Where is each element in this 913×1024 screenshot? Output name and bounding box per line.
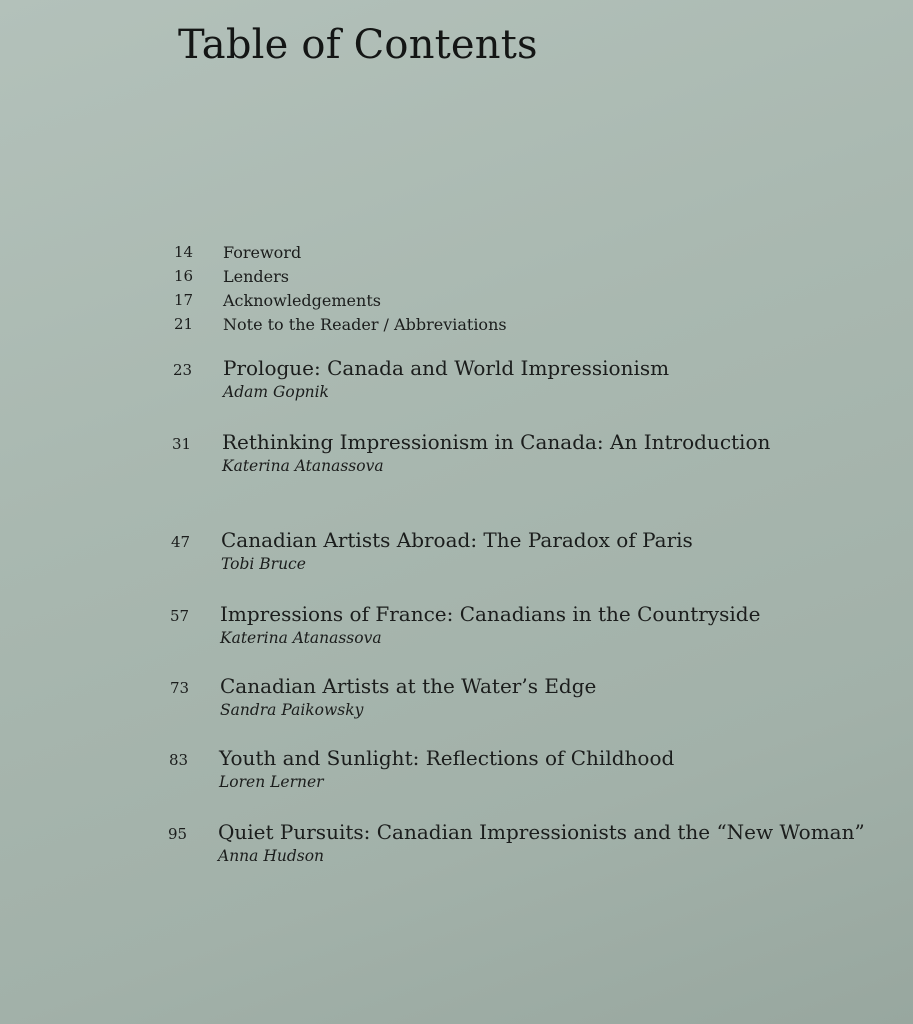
chapter-author: Tobi Bruce	[221, 555, 306, 573]
entry-label: Lenders	[223, 266, 289, 286]
chapter-entry	[171, 528, 871, 573]
page-number: 73	[170, 679, 190, 697]
page-number: 83	[169, 751, 189, 769]
chapter-author: Anna Hudson	[218, 847, 325, 865]
entry-label: Foreword	[223, 242, 302, 262]
chapter-title: Canadian Artists at the Water’s Edge	[220, 674, 597, 698]
chapter-title: Canadian Artists Abroad: The Paradox of Paris	[221, 528, 693, 552]
page-number: 31	[172, 435, 192, 453]
page-number: 47	[171, 533, 191, 551]
chapter-entry	[172, 430, 872, 475]
chapter-entry	[170, 674, 870, 719]
chapter-author: Katerina Atanassova	[220, 629, 382, 647]
page-number: 95	[168, 825, 188, 843]
chapter-entry	[170, 602, 870, 647]
entry-label: Note to the Reader / Abbreviations	[223, 314, 507, 334]
chapter-title: Youth and Sunlight: Reflections of Childhood	[219, 746, 675, 770]
page-number: 14	[174, 243, 194, 261]
page-number: 57	[170, 607, 190, 625]
front-matter-list	[174, 240, 674, 336]
chapter-author: Loren Lerner	[219, 773, 324, 791]
front-matter-item	[174, 312, 674, 336]
chapter-entry	[168, 820, 868, 865]
chapter-title: Rethinking Impressionism in Canada: An Introduction	[222, 430, 771, 454]
chapter-entry	[169, 746, 869, 791]
page-number: 16	[174, 267, 194, 285]
chapter-title: Quiet Pursuits: Canadian Impressionists and the “New Woman”	[218, 820, 865, 844]
chapter-title: Prologue: Canada and World Impressionism	[223, 356, 670, 380]
page-number: 23	[173, 361, 193, 379]
entry-label: Acknowledgements	[223, 290, 381, 310]
front-matter-item	[174, 264, 674, 288]
page-number: 17	[174, 291, 194, 309]
page-title: Table of Contents	[178, 22, 538, 68]
chapter-title: Impressions of France: Canadians in the Countryside	[220, 602, 761, 626]
chapter-author: Sandra Paikowsky	[220, 701, 364, 719]
chapter-author: Adam Gopnik	[223, 383, 329, 401]
page-number: 21	[174, 315, 194, 333]
chapter-author: Katerina Atanassova	[222, 457, 384, 475]
front-matter-item	[174, 240, 674, 264]
front-matter-item	[174, 288, 674, 312]
chapter-entry	[173, 356, 873, 401]
